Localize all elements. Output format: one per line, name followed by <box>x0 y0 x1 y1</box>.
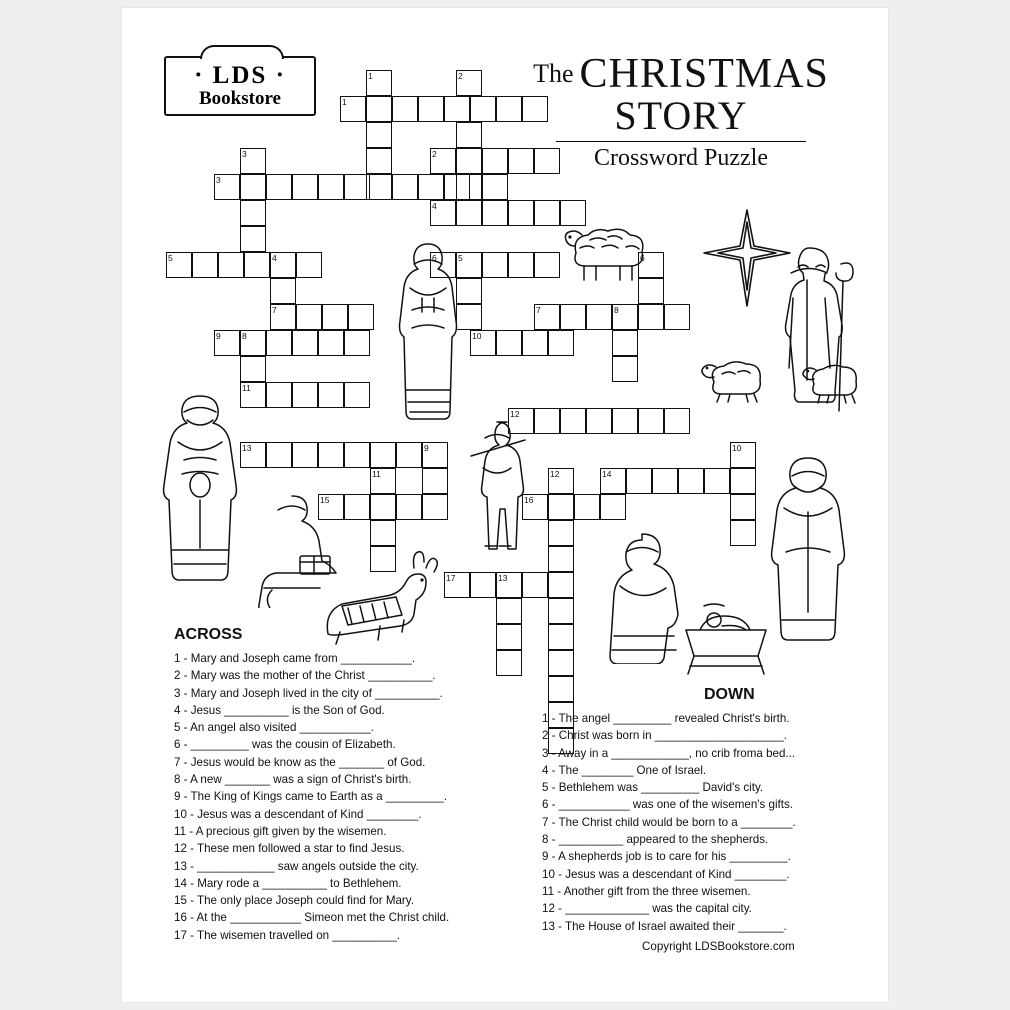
across-clue: 9 - The King of Kings came to Earth as a _________. <box>174 790 448 804</box>
grid-cell[interactable] <box>344 174 370 200</box>
grid-cell[interactable] <box>560 200 586 226</box>
down-clue: 6 - ___________ was one of the wisemen's gifts. <box>542 798 793 812</box>
copyright-text: Copyright LDSBookstore.com <box>642 940 795 953</box>
down-clue: 1 - The angel _________ revealed Christ's birth. <box>542 712 790 725</box>
grid-cell[interactable] <box>392 174 418 200</box>
grid-cell[interactable] <box>560 304 586 330</box>
grid-number: 4 <box>432 201 437 211</box>
across-clue: 14 - Mary rode a __________ to Bethlehem. <box>174 876 402 890</box>
down-clue: 3 - Away in a ____________, no crib froma bed... <box>542 746 796 760</box>
grid-cell[interactable] <box>548 546 574 572</box>
grid-number: 6 <box>432 253 437 263</box>
grid-number: 9 <box>424 443 429 453</box>
grid-number: 13 <box>242 443 252 453</box>
grid-cell[interactable] <box>730 494 756 520</box>
grid-cell[interactable] <box>482 174 508 200</box>
across-clue: 13 - ____________ saw angels outside the city. <box>174 859 419 873</box>
across-clue: 8 - A new _______ was a sign of Christ's birth. <box>174 773 412 787</box>
down-clue: 7 - The Christ child would be born to a ________. <box>542 815 796 829</box>
grid-number: 11 <box>372 469 381 479</box>
grid-cell[interactable] <box>612 408 638 434</box>
grid-cell[interactable] <box>240 226 266 252</box>
grid-cell[interactable] <box>678 468 704 494</box>
down-clue: 9 - A shepherds job is to care for his _________. <box>542 850 791 864</box>
grid-number: 7 <box>272 305 277 315</box>
grid-cell[interactable] <box>296 252 322 278</box>
grid-cell[interactable] <box>366 122 392 148</box>
grid-number: 14 <box>602 469 612 479</box>
grid-cell[interactable] <box>266 382 292 408</box>
across-clues <box>174 626 514 944</box>
grid-cell[interactable] <box>318 442 344 468</box>
grid-cell[interactable] <box>456 122 482 148</box>
grid-number: 10 <box>472 331 482 341</box>
across-clue: 2 - Mary was the mother of the Christ __________. <box>174 669 436 683</box>
grid-cell[interactable] <box>192 252 218 278</box>
grid-number: 1 <box>342 97 347 107</box>
grid-cell[interactable] <box>396 442 422 468</box>
grid-cell[interactable] <box>548 494 574 520</box>
grid-cell[interactable] <box>548 624 574 650</box>
grid-number: 10 <box>732 443 742 453</box>
grid-cell[interactable] <box>344 330 370 356</box>
across-clue: 5 - An angel also visited ___________. <box>174 721 374 735</box>
across-clue: 3 - Mary and Joseph lived in the city of __________. <box>174 686 443 700</box>
grid-cell[interactable] <box>508 148 534 174</box>
grid-cell[interactable] <box>218 252 244 278</box>
grid-cell[interactable] <box>370 520 396 546</box>
grid-cell[interactable] <box>522 572 548 598</box>
grid-cell[interactable] <box>292 382 318 408</box>
grid-cell[interactable] <box>626 468 652 494</box>
grid-number: 16 <box>524 495 534 505</box>
grid-cell[interactable] <box>548 572 574 598</box>
grid-cell[interactable] <box>664 408 690 434</box>
grid-number: 5 <box>458 253 463 263</box>
grid-cell[interactable] <box>266 174 292 200</box>
grid-cell[interactable] <box>366 148 392 174</box>
across-clue: 1 - Mary and Joseph came from ___________. <box>174 652 416 665</box>
title-story: STORY <box>614 93 748 138</box>
grid-number: 13 <box>498 573 508 583</box>
grid-cell[interactable] <box>456 148 482 174</box>
down-clue: 8 - __________ appeared to the shepherds. <box>542 833 769 847</box>
grid-cell[interactable] <box>534 408 560 434</box>
grid-cell[interactable] <box>240 174 266 200</box>
down-clue: 5 - Bethlehem was _________ David's city. <box>542 781 764 795</box>
grid-number: 2 <box>432 149 437 159</box>
down-clue: 11 - Another gift from the three wisemen. <box>542 884 751 898</box>
across-clue: 4 - Jesus __________ is the Son of God. <box>174 703 385 717</box>
grid-cell[interactable] <box>396 494 422 520</box>
grid-cell[interactable] <box>244 252 270 278</box>
grid-cell[interactable] <box>370 442 396 468</box>
logo-line-2: Bookstore <box>199 88 281 110</box>
grid-cell[interactable] <box>240 200 266 226</box>
grid-cell[interactable] <box>612 356 638 382</box>
grid-cell[interactable] <box>370 494 396 520</box>
grid-cell[interactable] <box>482 252 508 278</box>
grid-number: 11 <box>242 383 251 393</box>
across-clue: 6 - _________ was the cousin of Elizabeth. <box>174 738 396 752</box>
grid-cell[interactable] <box>534 252 560 278</box>
grid-cell[interactable] <box>348 304 374 330</box>
grid-cell[interactable] <box>322 304 348 330</box>
grid-cell[interactable] <box>730 520 756 546</box>
across-clue: 17 - The wisemen travelled on __________. <box>174 928 401 942</box>
grid-number: 12 <box>550 469 560 479</box>
grid-cell[interactable] <box>292 442 318 468</box>
grid-cell[interactable] <box>574 494 600 520</box>
grid-cell[interactable] <box>730 442 756 468</box>
grid-cell[interactable] <box>730 468 756 494</box>
grid-cell[interactable] <box>638 304 664 330</box>
grid-cell[interactable] <box>266 442 292 468</box>
grid-number: 5 <box>168 253 173 263</box>
grid-cell[interactable] <box>366 70 392 96</box>
down-clue: 2 - Christ was born in ____________________. <box>542 729 787 743</box>
grid-cell[interactable] <box>456 70 482 96</box>
grid-cell[interactable] <box>392 96 418 122</box>
grid-cell[interactable] <box>456 304 482 330</box>
grid-cell[interactable] <box>548 598 574 624</box>
grid-cell[interactable] <box>470 96 496 122</box>
grid-cell[interactable] <box>292 174 318 200</box>
grid-cell[interactable] <box>664 304 690 330</box>
across-clue: 10 - Jesus was a descendant of Kind ________. <box>174 807 422 821</box>
grid-cell[interactable] <box>292 330 318 356</box>
grid-cell[interactable] <box>370 468 396 494</box>
grid-cell[interactable] <box>704 468 730 494</box>
down-clue: 4 - The ________ One of Israel. <box>542 763 707 777</box>
grid-cell[interactable] <box>444 174 470 200</box>
grid-cell[interactable] <box>318 382 344 408</box>
across-clue: 11 - A precious gift given by the wisemen. <box>174 824 387 838</box>
grid-cell[interactable] <box>534 148 560 174</box>
down-clue: 10 - Jesus was a descendant of Kind ________. <box>542 867 790 881</box>
grid-cell[interactable] <box>600 494 626 520</box>
grid-number: 3 <box>242 149 247 159</box>
grid-cell[interactable] <box>470 572 496 598</box>
grid-cell[interactable] <box>344 382 370 408</box>
grid-cell[interactable] <box>496 598 522 624</box>
grid-number: 12 <box>510 409 520 419</box>
grid-cell[interactable] <box>366 96 392 122</box>
grid-number: 1 <box>368 71 373 81</box>
grid-cell[interactable] <box>344 442 370 468</box>
grid-cell[interactable] <box>482 200 508 226</box>
logo-line-1: · LDS · <box>194 62 286 89</box>
grid-cell[interactable] <box>444 96 470 122</box>
down-heading: DOWN <box>704 686 755 703</box>
grid-number: 3 <box>216 175 221 185</box>
grid-cell[interactable] <box>422 468 448 494</box>
grid-cell[interactable] <box>240 356 266 382</box>
grid-number: 8 <box>614 305 619 315</box>
title-the: The <box>533 59 574 88</box>
grid-cell[interactable] <box>344 494 370 520</box>
grid-cell[interactable] <box>266 330 292 356</box>
grid-cell[interactable] <box>560 408 586 434</box>
grid-cell[interactable] <box>548 520 574 546</box>
grid-cell[interactable] <box>508 252 534 278</box>
grid-number: 17 <box>446 573 456 583</box>
across-clue: 12 - These men followed a star to find Jesus. <box>174 842 405 856</box>
grid-cell[interactable] <box>318 174 344 200</box>
grid-cell[interactable] <box>586 408 612 434</box>
title-christmas: CHRISTMAS <box>579 51 829 97</box>
grid-cell[interactable] <box>240 148 266 174</box>
grid-cell[interactable] <box>638 278 664 304</box>
grid-number: 2 <box>458 71 463 81</box>
title-subtitle: Crossword Puzzle <box>594 145 768 171</box>
across-clue: 7 - Jesus would be know as the _______ of God. <box>174 755 426 769</box>
grid-cell[interactable] <box>496 330 522 356</box>
down-clue: 12 - _____________ was the capital city. <box>542 902 752 916</box>
grid-cell[interactable] <box>652 468 678 494</box>
grid-number: 4 <box>272 253 277 263</box>
grid-cell[interactable] <box>456 278 482 304</box>
grid-cell[interactable] <box>548 468 574 494</box>
grid-number: 9 <box>216 331 221 341</box>
grid-cell[interactable] <box>418 174 444 200</box>
grid-cell[interactable] <box>522 96 548 122</box>
grid-number: 6 <box>640 253 645 263</box>
grid-cell[interactable] <box>370 546 396 572</box>
grid-cell[interactable] <box>534 200 560 226</box>
grid-number: 7 <box>536 305 541 315</box>
grid-cell[interactable] <box>586 304 612 330</box>
grid-cell[interactable] <box>418 96 444 122</box>
grid-cell[interactable] <box>496 96 522 122</box>
grid-cell[interactable] <box>548 330 574 356</box>
grid-number: 15 <box>320 495 330 505</box>
grid-cell[interactable] <box>318 330 344 356</box>
grid-cell[interactable] <box>612 330 638 356</box>
grid-cell[interactable] <box>482 148 508 174</box>
across-clue: 15 - The only place Joseph could find for Mary. <box>174 894 414 908</box>
printable-sheet <box>122 8 888 1002</box>
grid-cell[interactable] <box>456 200 482 226</box>
down-clue: 13 - The House of Israel awaited their _______. <box>542 919 787 933</box>
across-clue: 16 - At the ___________ Simeon met the Christ child. <box>174 911 450 925</box>
grid-cell[interactable] <box>548 650 574 676</box>
across-heading: ACROSS <box>174 626 243 643</box>
grid-cell[interactable] <box>296 304 322 330</box>
down-clues <box>542 686 872 935</box>
grid-cell[interactable] <box>638 408 664 434</box>
grid-cell[interactable] <box>422 494 448 520</box>
grid-cell[interactable] <box>270 278 296 304</box>
grid-number: 8 <box>242 331 247 341</box>
grid-cell[interactable] <box>508 200 534 226</box>
grid-cell[interactable] <box>522 330 548 356</box>
